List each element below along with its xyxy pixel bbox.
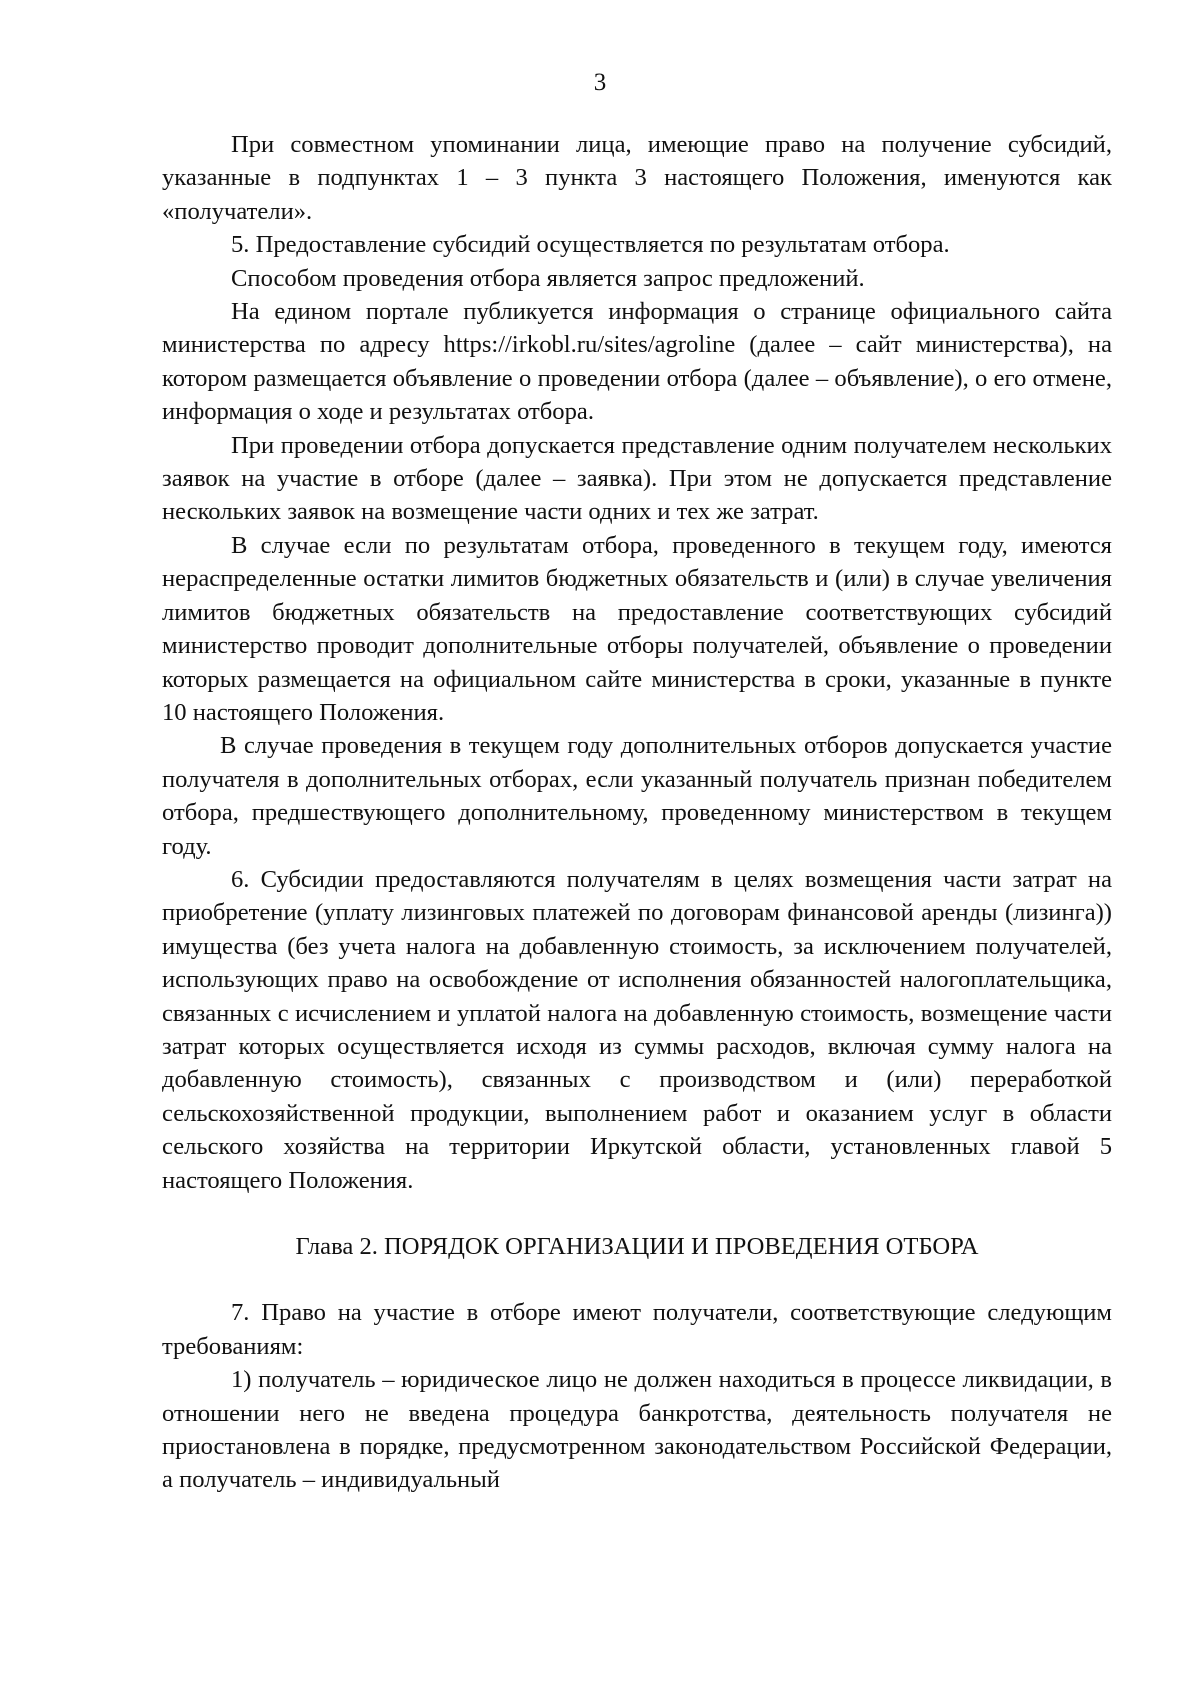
document-body [162, 128, 1112, 1497]
paragraph-item-5: 5. Предоставление субсидий осуществляется по результатам отбора. [231, 231, 950, 259]
paragraph-additional-participation: В случае проведения в текущем году дополнительных отборов допускается участие получателя в дополнительных отборах, если указанный получатель признан победителем отбора, предшествующего дополнительному, проведенному министерством в текущем году. [162, 732, 1112, 860]
paragraph-portal-info: На едином портале публикуется информация о странице официального сайта министерства по адресу https://irkobl.ru/sites/agroline (далее – сайт министерства), на котором размещается объявление о проведении отбора (далее – объявление), о его отмене, информация о ходе и результатах отбора. [162, 298, 1112, 426]
paragraph-item-6: 6. Субсидии предоставляются получателям в целях возмещения части затрат на приобретение (уплату лизинговых платежей по договорам финансовой аренды (лизинга)) имущества (без учета налога на добавленную стоимость, за исключением получателей, использующих право на освобождение от исполнения обязанностей налогоплательщика, связанных с исчислением и уплатой налога на добавленную стоимость, возмещение части затрат которых осуществляется исходя из суммы расходов, включая сумму налога на добавленную стоимость), связанных с производством и (или) переработкой сельскохозяйственной продукции, выполнением работ и оказанием услуг в области сельского хозяйства на территории Иркутской области, установленных главой 5 настоящего Положения. [162, 865, 1112, 1194]
paragraph-multiple-applications: При проведении отбора допускается представление одним получателем нескольких заявок на участие в отборе (далее – заявка). При этом не допускается представление нескольких заявок на возмещение части одних и тех же затрат. [162, 431, 1112, 526]
chapter-heading: Глава 2. ПОРЯДОК ОРГАНИЗАЦИИ И ПРОВЕДЕНИЯ ОТБОРА [295, 1233, 979, 1260]
paragraph-subitem-1: 1) получатель – юридическое лицо не должен находиться в процессе ликвидации, в отношении него не введена процедура банкротства, деятельность получателя не приостановлена в порядке, предусмотренном законодательством Российской Федерации, а получатель – индивидуальный [162, 1366, 1112, 1494]
paragraph-selection-method: Способом проведения отбора является запрос предложений. [231, 264, 865, 292]
paragraph-recipients-definition: При совместном упоминании лица, имеющие право на получение субсидий, указанные в подпунктах 1 – 3 пункта 3 настоящего Положения, именуются как «получатели». [162, 131, 1112, 225]
paragraph-item-7: 7. Право на участие в отборе имеют получатели, соответствующие следующим требованиям: [162, 1299, 1112, 1360]
paragraph-additional-selections: В случае если по результатам отбора, проведенного в текущем году, имеются нераспределенные остатки лимитов бюджетных обязательств и (или) в случае увеличения лимитов бюджетных обязательств на предоставление соответствующих субсидий министерство проводит дополнительные отборы получателей, объявление о проведении которых размещается на официальном сайте министерства в сроки, указанные в пункте 10 настоящего Положения. [162, 531, 1112, 726]
page-number: 3 [593, 69, 607, 96]
